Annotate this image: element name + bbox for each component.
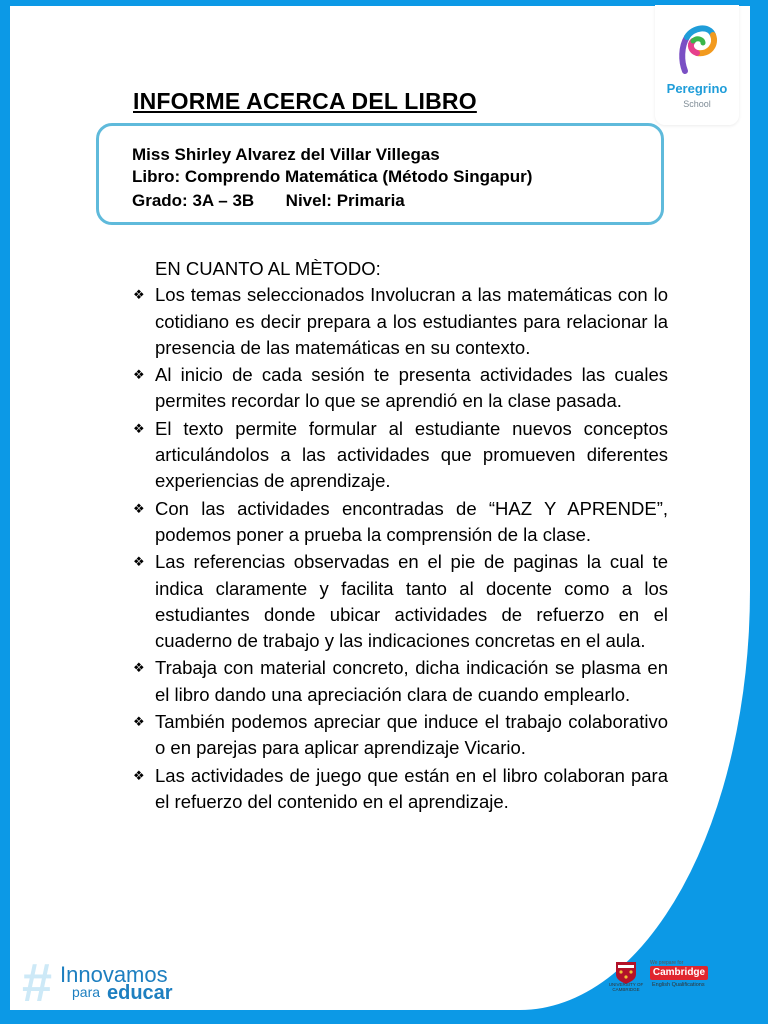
teacher-name: Miss Shirley Alvarez del Villar Villegas [132, 145, 440, 164]
book-line [132, 167, 532, 187]
bullet-item [133, 549, 668, 654]
peregrino-logo-icon [671, 21, 723, 77]
bullet-text: Los temas seleccionados Involucran a las matemáticas con lo cotidiano es decir prepara a los estudiantes para relacionar la presencia de las matemáticas en su contexto. [155, 284, 668, 358]
bullet-item [133, 416, 668, 495]
bullet-list [133, 282, 668, 815]
bullet-item [133, 709, 668, 762]
bullet-text: También podemos apreciar que induce el trabajo colaborativo o en parejas para aplicar aprendizaje Vicario. [155, 711, 668, 759]
slogan-line2b: educar [107, 982, 173, 1004]
cambridge-badge [650, 960, 712, 994]
slogan-line1: Innovamos [60, 962, 168, 987]
diamond-bullet-icon: ❖ [133, 420, 145, 436]
diamond-bullet-icon: ❖ [133, 500, 145, 516]
document-title: INFORME ACERCA DEL LIBRO [133, 88, 477, 114]
cambridge-prepare-text: We prepare for [650, 960, 684, 966]
grade-value: 3A – 3B [192, 191, 255, 210]
diamond-bullet-icon: ❖ [133, 714, 145, 730]
grade-level-line [132, 191, 405, 211]
bullet-item [133, 763, 668, 816]
level-value: Primaria [336, 191, 405, 210]
report-body [133, 256, 668, 816]
book-label: Libro: [132, 167, 181, 186]
bullet-item [133, 655, 668, 708]
bullet-text: Las actividades de juego que están en el libro colaboran para el refuerzo del contenido en el aprendizaje. [155, 764, 668, 812]
diamond-bullet-icon: ❖ [133, 287, 145, 303]
bullet-item [133, 282, 668, 361]
cambridge-subtitle: English Qualifications [652, 982, 705, 988]
diamond-bullet-icon: ❖ [133, 367, 145, 383]
bullet-item [133, 362, 668, 415]
diamond-bullet-icon: ❖ [133, 554, 145, 570]
bullet-text: El texto permite formular al estudiante nuevos conceptos articulándolos a las actividades que promueven diferentes experiencias de aprendizaje. [155, 417, 668, 492]
bullet-item [133, 496, 668, 549]
bullet-text: Con las actividades encontradas de “HAZ Y APRENDE”, podemos poner a prueba la comprensión de la clase. [155, 497, 668, 545]
innovamos-logo [22, 953, 182, 1013]
cambridge-university-text: UNIVERSITY OF CAMBRIDGE [608, 982, 644, 992]
level-label: Nivel: [285, 191, 332, 210]
cambridge-word: Cambridge [650, 966, 708, 980]
diamond-bullet-icon: ❖ [133, 660, 145, 676]
diamond-bullet-icon: ❖ [133, 767, 145, 783]
peregrino-logo [655, 5, 739, 125]
book-value: Comprendo Matemática (Método Singapur) [184, 167, 533, 186]
hash-icon: # [22, 953, 53, 1013]
slogan-line2a: para [72, 984, 101, 1000]
brand-name: Peregrino [666, 81, 728, 96]
bullet-text: Al inicio de cada sesión te presenta actividades las cuales permites recordar lo que se aprendió en la clase pasada. [155, 364, 668, 412]
bullet-text: Trabaja con material concreto, dicha indicación se plasma en el libro dando una apreciación clara de cuando emplearlo. [155, 657, 668, 705]
grade-label: Grado: [132, 191, 188, 210]
bullet-text: Las referencias observadas en el pie de paginas la cual te indica claramente y facilita tanto al docente como a los estudiantes donde ubicar actividades de refuerzo en el cuaderno de trabajo y las indicaciones concretas en el aula. [155, 551, 668, 652]
section-heading: EN CUANTO AL MÈTODO: [155, 258, 381, 279]
brand-subtitle: School [683, 99, 711, 109]
